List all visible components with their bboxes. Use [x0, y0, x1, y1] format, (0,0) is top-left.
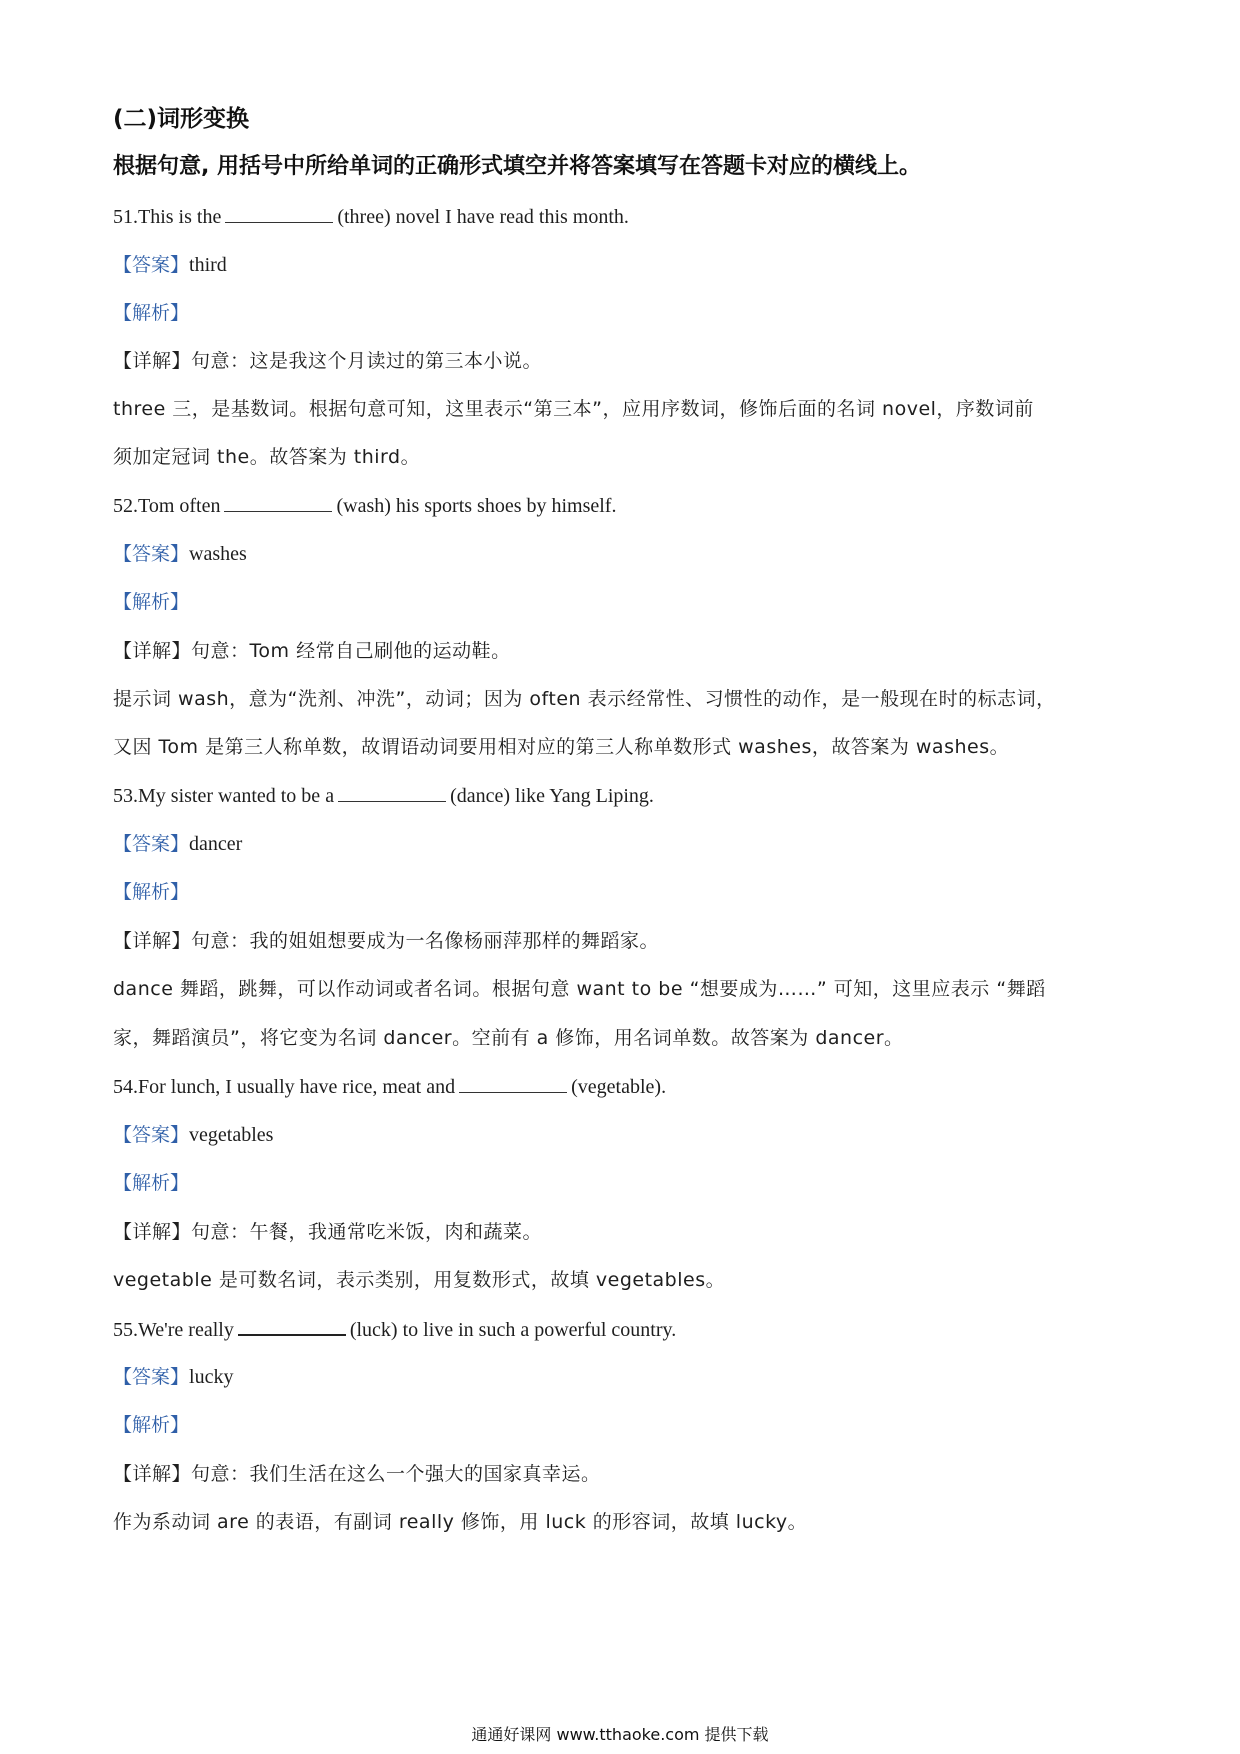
answer-value: lucky [189, 1366, 234, 1388]
answer-blank [238, 1316, 346, 1336]
footer-source: 通通好课网 www.tthaoke.com 提供下载 [471, 1725, 769, 1744]
question-text-after: (three) novel I have read this month. [337, 206, 629, 228]
detail-line-55 [113, 1461, 1140, 1487]
analysis-label: 【解析】 [113, 881, 190, 903]
answer-label: 【答案】 [113, 254, 190, 276]
detail-text: 句意：我们生活在这么一个强大的国家真幸运。 [191, 1463, 601, 1485]
explanation-line: 又因 Tom 是第三人称单数，故谓语动词要用相对应的第三人称单数形式 washes，故答案为 washes。 [113, 736, 1010, 758]
answer-value: dancer [189, 833, 243, 855]
explanation-line: dance 舞蹈，跳舞，可以作动词或者名词。根据句意 want to be “想要成为……” 可知，这里应表示 “舞蹈 [113, 978, 1046, 1000]
explanation-line: 家，舞蹈演员”，将它变为名词 dancer。空前有 a 修饰，用名词单数。故答案为 dancer。 [113, 1027, 904, 1049]
analysis-label: 【解析】 [113, 1414, 190, 1436]
answer-label: 【答案】 [113, 1124, 190, 1146]
answer-blank [225, 204, 333, 223]
answer-label: 【答案】 [113, 1366, 190, 1388]
question-text-before: 52.Tom often [113, 495, 221, 517]
question-53 [113, 783, 1140, 809]
question-52 [113, 493, 1140, 519]
answer-label: 【答案】 [113, 833, 190, 855]
question-text-before: 55.We're really [113, 1319, 234, 1341]
analysis-label: 【解析】 [113, 302, 190, 324]
answer-value: third [189, 254, 227, 276]
detail-label: 【详解】 [113, 1463, 192, 1485]
detail-line-54 [113, 1219, 1140, 1245]
question-51 [113, 204, 1140, 230]
answer-line-55 [113, 1364, 1140, 1390]
explanation-line: vegetable 是可数名词，表示类别，用复数形式，故填 vegetables。 [113, 1269, 726, 1291]
answer-line-53 [113, 831, 1140, 857]
answer-label: 【答案】 [113, 543, 190, 565]
answer-blank [338, 783, 446, 802]
detail-line-53 [113, 928, 1140, 954]
analysis-label-53 [113, 879, 1140, 905]
question-54 [113, 1074, 1140, 1100]
instruction-text: 根据句意, 用括号中所给单词的正确形式填空并将答案填写在答题卡对应的横线上。 [113, 154, 922, 179]
analysis-label-54 [113, 1170, 1140, 1196]
analysis-label-52 [113, 589, 1140, 615]
detail-text: 句意：这是我这个月读过的第三本小说。 [191, 350, 543, 372]
answer-line-51 [113, 252, 1140, 278]
question-text-after: (wash) his sports shoes by himself. [336, 495, 617, 517]
detail-line-51 [113, 348, 1140, 374]
explanation-line: 须加定冠词 the。故答案为 third。 [113, 446, 421, 468]
detail-label: 【详解】 [113, 930, 192, 952]
answer-value: washes [189, 543, 247, 565]
question-text-before: 54.For lunch, I usually have rice, meat and [113, 1076, 456, 1098]
analysis-label: 【解析】 [113, 591, 190, 613]
analysis-label-51 [113, 300, 1140, 326]
explanation-line: three 三，是基数词。根据句意可知，这里表示“第三本”，应用序数词，修饰后面的名词 novel，序数词前 [113, 398, 1034, 420]
question-text-after: (dance) like Yang Liping. [450, 785, 654, 807]
answer-value: vegetables [189, 1124, 274, 1146]
analysis-label: 【解析】 [113, 1172, 190, 1194]
answer-blank [459, 1074, 567, 1093]
detail-text: 句意：午餐，我通常吃米饭，肉和蔬菜。 [191, 1221, 543, 1243]
question-text-after: (vegetable). [571, 1076, 667, 1098]
question-text-before: 51.This is the [113, 206, 222, 228]
analysis-label-55 [113, 1412, 1140, 1438]
question-text-after: (luck) to live in such a powerful country. [349, 1319, 677, 1341]
answer-line-54 [113, 1122, 1140, 1148]
answer-blank [224, 493, 332, 512]
question-55 [113, 1316, 1140, 1343]
detail-label: 【详解】 [113, 640, 192, 662]
detail-label: 【详解】 [113, 1221, 192, 1243]
explanation-line: 作为系动词 are 的表语，有副词 really 修饰，用 luck 的形容词，故填 lucky。 [113, 1511, 808, 1533]
explanation-line: 提示词 wash，意为“洗剂、冲洗”，动词；因为 often 表示经常性、习惯性的动作，是一般现在时的标志词， [113, 688, 1056, 710]
detail-text: 句意：我的姐姐想要成为一名像杨丽萍那样的舞蹈家。 [191, 930, 660, 952]
answer-line-52 [113, 541, 1140, 567]
detail-line-52 [113, 638, 1140, 664]
detail-label: 【详解】 [113, 350, 192, 372]
question-text-before: 53.My sister wanted to be a [113, 785, 335, 807]
section-title: (二)词形变换 [113, 106, 250, 132]
detail-text: 句意：Tom 经常自己刷他的运动鞋。 [191, 640, 511, 662]
